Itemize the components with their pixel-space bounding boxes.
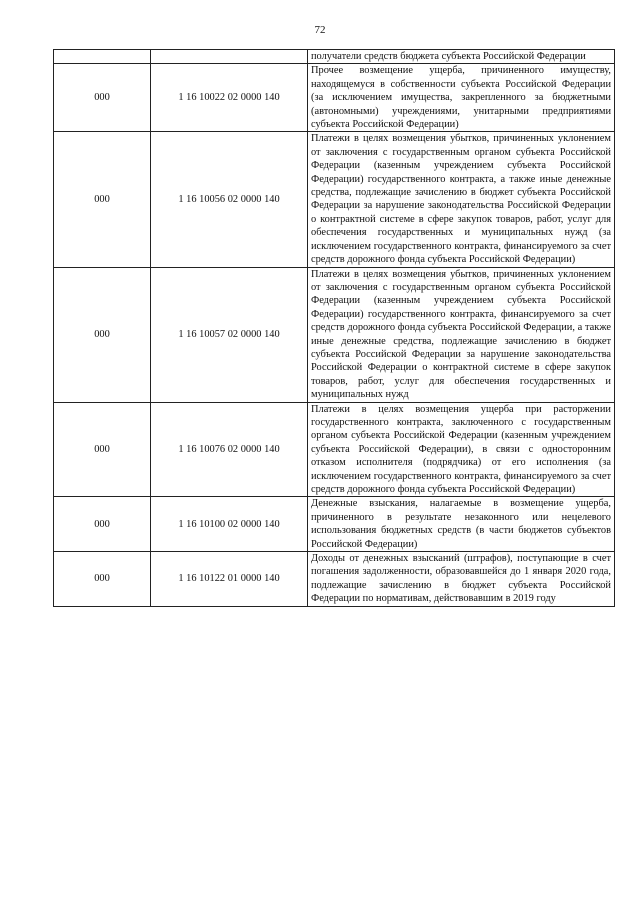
kbk-code-cell: 1 16 10100 02 0000 140 [151,497,308,552]
kbk-code-cell: 1 16 10057 02 0000 140 [151,267,308,402]
kbk-code-cell: 1 16 10076 02 0000 140 [151,402,308,497]
revenue-name-cell: Платежи в целях возмещения ущерба при расторжении государственного контракта, заключенного с государственным органом субъекта Российской Федерации (казенным учреждением субъекта Российской Федерации), в связи с односторонним отказом исполнителя (подрядчика) от его исполнения (за исключением государственного контракта, финансируемого за счет средств дорожного фонда субъекта Российской Федерации) [308,402,615,497]
admin-code-cell: 000 [54,64,151,132]
admin-code-cell: 000 [54,132,151,267]
page-number: 72 [314,24,326,36]
kbk-code-cell: 1 16 10022 02 0000 140 [151,64,308,132]
revenue-name-cell: получатели средств бюджета субъекта Российской Федерации [308,50,615,64]
admin-code-cell [54,50,151,64]
admin-code-cell: 000 [54,497,151,552]
revenue-name-cell: Платежи в целях возмещения убытков, причиненных уклонением от заключения с государственным органом субъекта Российской Федерации (казенным учреждением субъекта Российской Федерации) государственного контракта, финансируемого за счет средств дорожного фонда субъекта Российской Федерации, а также иные денежные средства, подлежащие зачислению в бюджет субъекта Российской Федерации за нарушение законодательства Российской Федерации о контрактной системе в сфере закупок товаров, работ, услуг для обеспечения государственных и муниципальных нужд [308,267,615,402]
admin-code-cell: 000 [54,267,151,402]
revenue-name-cell: Доходы от денежных взысканий (штрафов), поступающие в счет погашения задолженности, образовавшейся до 1 января 2020 года, подлежащие зачислению в бюджет субъекта Российской Федерации по нормативам, действовавшим в 2019 году [308,552,615,607]
table-row [54,132,615,267]
table-row [54,402,615,497]
kbk-code-cell: 1 16 10122 01 0000 140 [151,552,308,607]
admin-code-cell: 000 [54,402,151,497]
revenue-name-cell: Прочее возмещение ущерба, причиненного имуществу, находящемуся в собственности субъекта Российской Федерации (за исключением имущества, закрепленного за бюджетными (автономными) учреждениями, унитарными предприятиями субъекта Российской Федерации) [308,64,615,132]
table-row [54,267,615,402]
kbk-code-cell [151,50,308,64]
table-row [54,497,615,552]
table-row [54,50,615,64]
budget-revenue-table [53,49,615,607]
kbk-code-cell: 1 16 10056 02 0000 140 [151,132,308,267]
table-row [54,552,615,607]
revenue-name-cell: Денежные взыскания, налагаемые в возмещение ущерба, причиненного в результате незаконного или нецелевого использования бюджетных средств (в части бюджетов субъектов Российской Федерации) [308,497,615,552]
admin-code-cell: 000 [54,552,151,607]
table-row [54,64,615,132]
revenue-name-cell: Платежи в целях возмещения убытков, причиненных уклонением от заключения с государственным органом субъекта Российской Федерации (казенным учреждением субъекта Российской Федерации) государственного контракта, а также иные денежные средства, подлежащие зачислению в бюджет субъекта Российской Федерации за нарушение законодательства Российской Федерации о контрактной системе в сфере закупок товаров, работ, услуг для обеспечения государственных и муниципальных нужд (за исключением государственного контракта, финансируемого за счет средств дорожного фонда субъекта Российской Федерации) [308,132,615,267]
